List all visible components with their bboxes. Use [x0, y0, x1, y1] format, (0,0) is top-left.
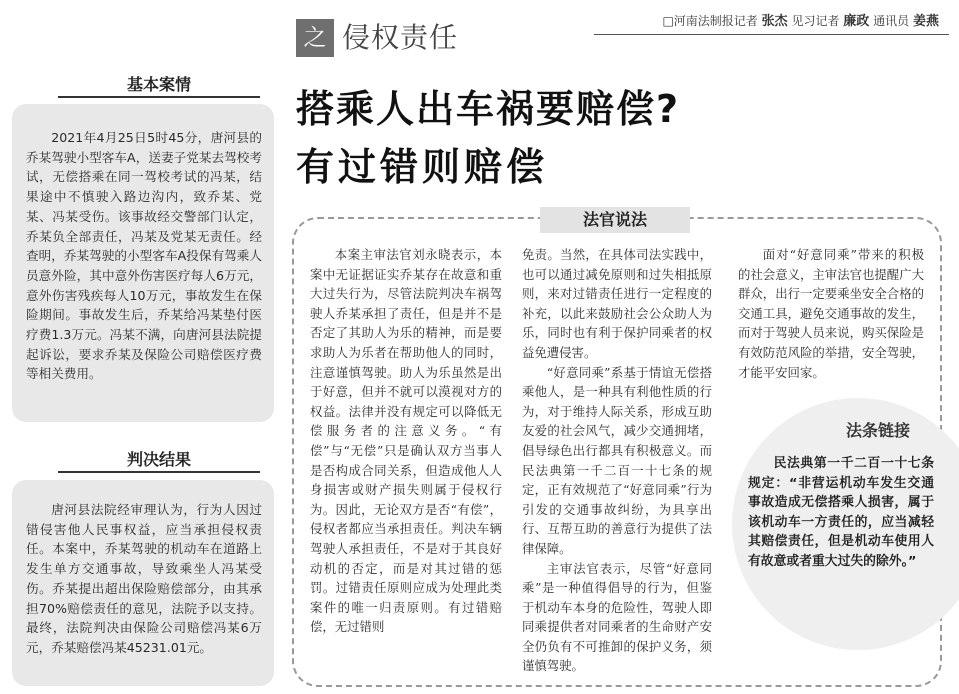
judge-says-label: 法官说法 — [540, 207, 690, 233]
law-link-text: 民法典第一千二百一十七条规定：“非营运机动车发生交通事故造成无偿搭乘人损害，属于该机动车一方责任的，应当减轻其赔偿责任，但是机动车使用人有故意或者重大过失的除外。” — [748, 456, 934, 569]
headline-line1: 搭乘人出车祸要赔偿? — [296, 87, 681, 131]
verdict-heading: 判决结果 — [28, 445, 290, 475]
judge-says-col3 — [738, 245, 924, 382]
verdict-text: 唐河县法院经审理认为，行为人因过错侵害他人民事权益，应当承担侵权责任。本案中，乔某驾驶的机动车在道路上发生单方交通事故，导致乘坐人冯某受伤。乔某提出超出保险赔偿部分，由其承担70%赔偿责任的意见，法院予以支持。最终，法院判决由保险公司赔偿冯某6万元，乔某赔偿冯某45231.01元。 — [26, 502, 262, 655]
judge-says-col2 — [522, 245, 712, 676]
case-facts-text: 2021年4月25日5时45分，唐河县的乔某驾驶小型客车A，送妻子党某去驾校考试，无偿搭乘在同一驾校考试的冯某，结果途中不慎驶入路边沟内，致乔某、党某、冯某受伤。该事故经交警部门认定，乔某负全部责任，冯某及党某无责任。经查明，乔某驾驶的小型客车A投保有驾乘人员意外险，其中意外伤害医疗每人6万元，意外伤害残疾每人10万元，事故发生在保险期间。事故发生后，乔某给冯某垫付医疗费1.3万元。冯某不满，向唐河县法院提起诉讼，要求乔某及保险公司赔偿医疗费等相关费用。 — [26, 130, 262, 382]
judge-says-col1 — [310, 245, 502, 637]
judge-says-col2-p3: 主审法官表示，尽管“好意同乘”是一种值得倡导的行为，但鉴于机动车本身的危险性，驾驶人即同乘提供者对同乘者的生命财产安全仍负有不可推卸的保护义务，须谨慎驾驶。 — [522, 560, 712, 674]
case-facts-heading: 基本案情 — [28, 70, 290, 100]
section-tag: 之 — [296, 19, 334, 57]
byline: □河南法制报记者 张杰 见习记者 廉政 通讯员 姜燕 — [662, 14, 939, 29]
judge-says-col2-cont: 免责。当然，在具体司法实践中，也可以通过减免原则和过失相抵原则，来对过错责任进行一定程度的补充，以此来鼓励社会公众助人为乐，同时也有利于保护同乘者的权益免遭侵害。 — [522, 247, 712, 360]
law-link-body — [748, 454, 934, 571]
verdict-box — [12, 480, 274, 686]
judge-says-col2-p2: “好意同乘”系基于情谊无偿搭乘他人，是一种具有利他性质的行为，对于维持人际关系，形成互助友爱的社会风气，减少交通拥堵，倡导绿色出行都具有积极意义。而民法典第一千二百一十七条的规定，正有效规范了“好意同乘”行为引发的交通事故纠纷，为具享出行、互帮互助的善意行为提供了法律保障。 — [522, 364, 712, 556]
byline-rule — [594, 34, 949, 35]
judge-says-col1-text: 本案主审法官刘永晓表示，本案中无证据证实乔某存在故意和重大过失行为，尽管法院判决车祸驾驶人乔某承担了责任，但是并不是否定了其助人为乐的精神，而是要求助人为乐者在帮助他人的同时，注意谨慎驾驶。助人为乐虽然是出于好意，但并不就可以漠视对方的权益。法律并没有规定可以降低无偿服务者的注意义务。“有偿”与“无偿”只是确认双方当事人是否构成合同关系，但造成他人人身损害或财产损失则属于侵权行为。因此，无论双方是否“有偿”，侵权者都应当承担责任。判决车辆驾驶人承担责任，不是对于其良好动机的否定，而是对其过错的惩罚。过错责任原则应成为处理此类案件的唯一归责原则。有过错赔偿，无过错则 — [310, 247, 502, 635]
law-link-title: 法条链接 — [846, 421, 911, 440]
judge-says-col3-text: 面对“好意同乘”带来的积极的社会意义，主审法官也提醒广大群众，出行一定要乘坐安全合格的交通工具，避免交通事故的发生，而对于驾驶人员来说，购买保险是有效防范风险的举措，安全驾驶，才能平安回家。 — [738, 247, 924, 380]
case-facts-box — [12, 104, 274, 422]
section-name: 侵权责任 — [342, 21, 459, 54]
headline-line2: 有过错则赔偿 — [296, 145, 549, 189]
